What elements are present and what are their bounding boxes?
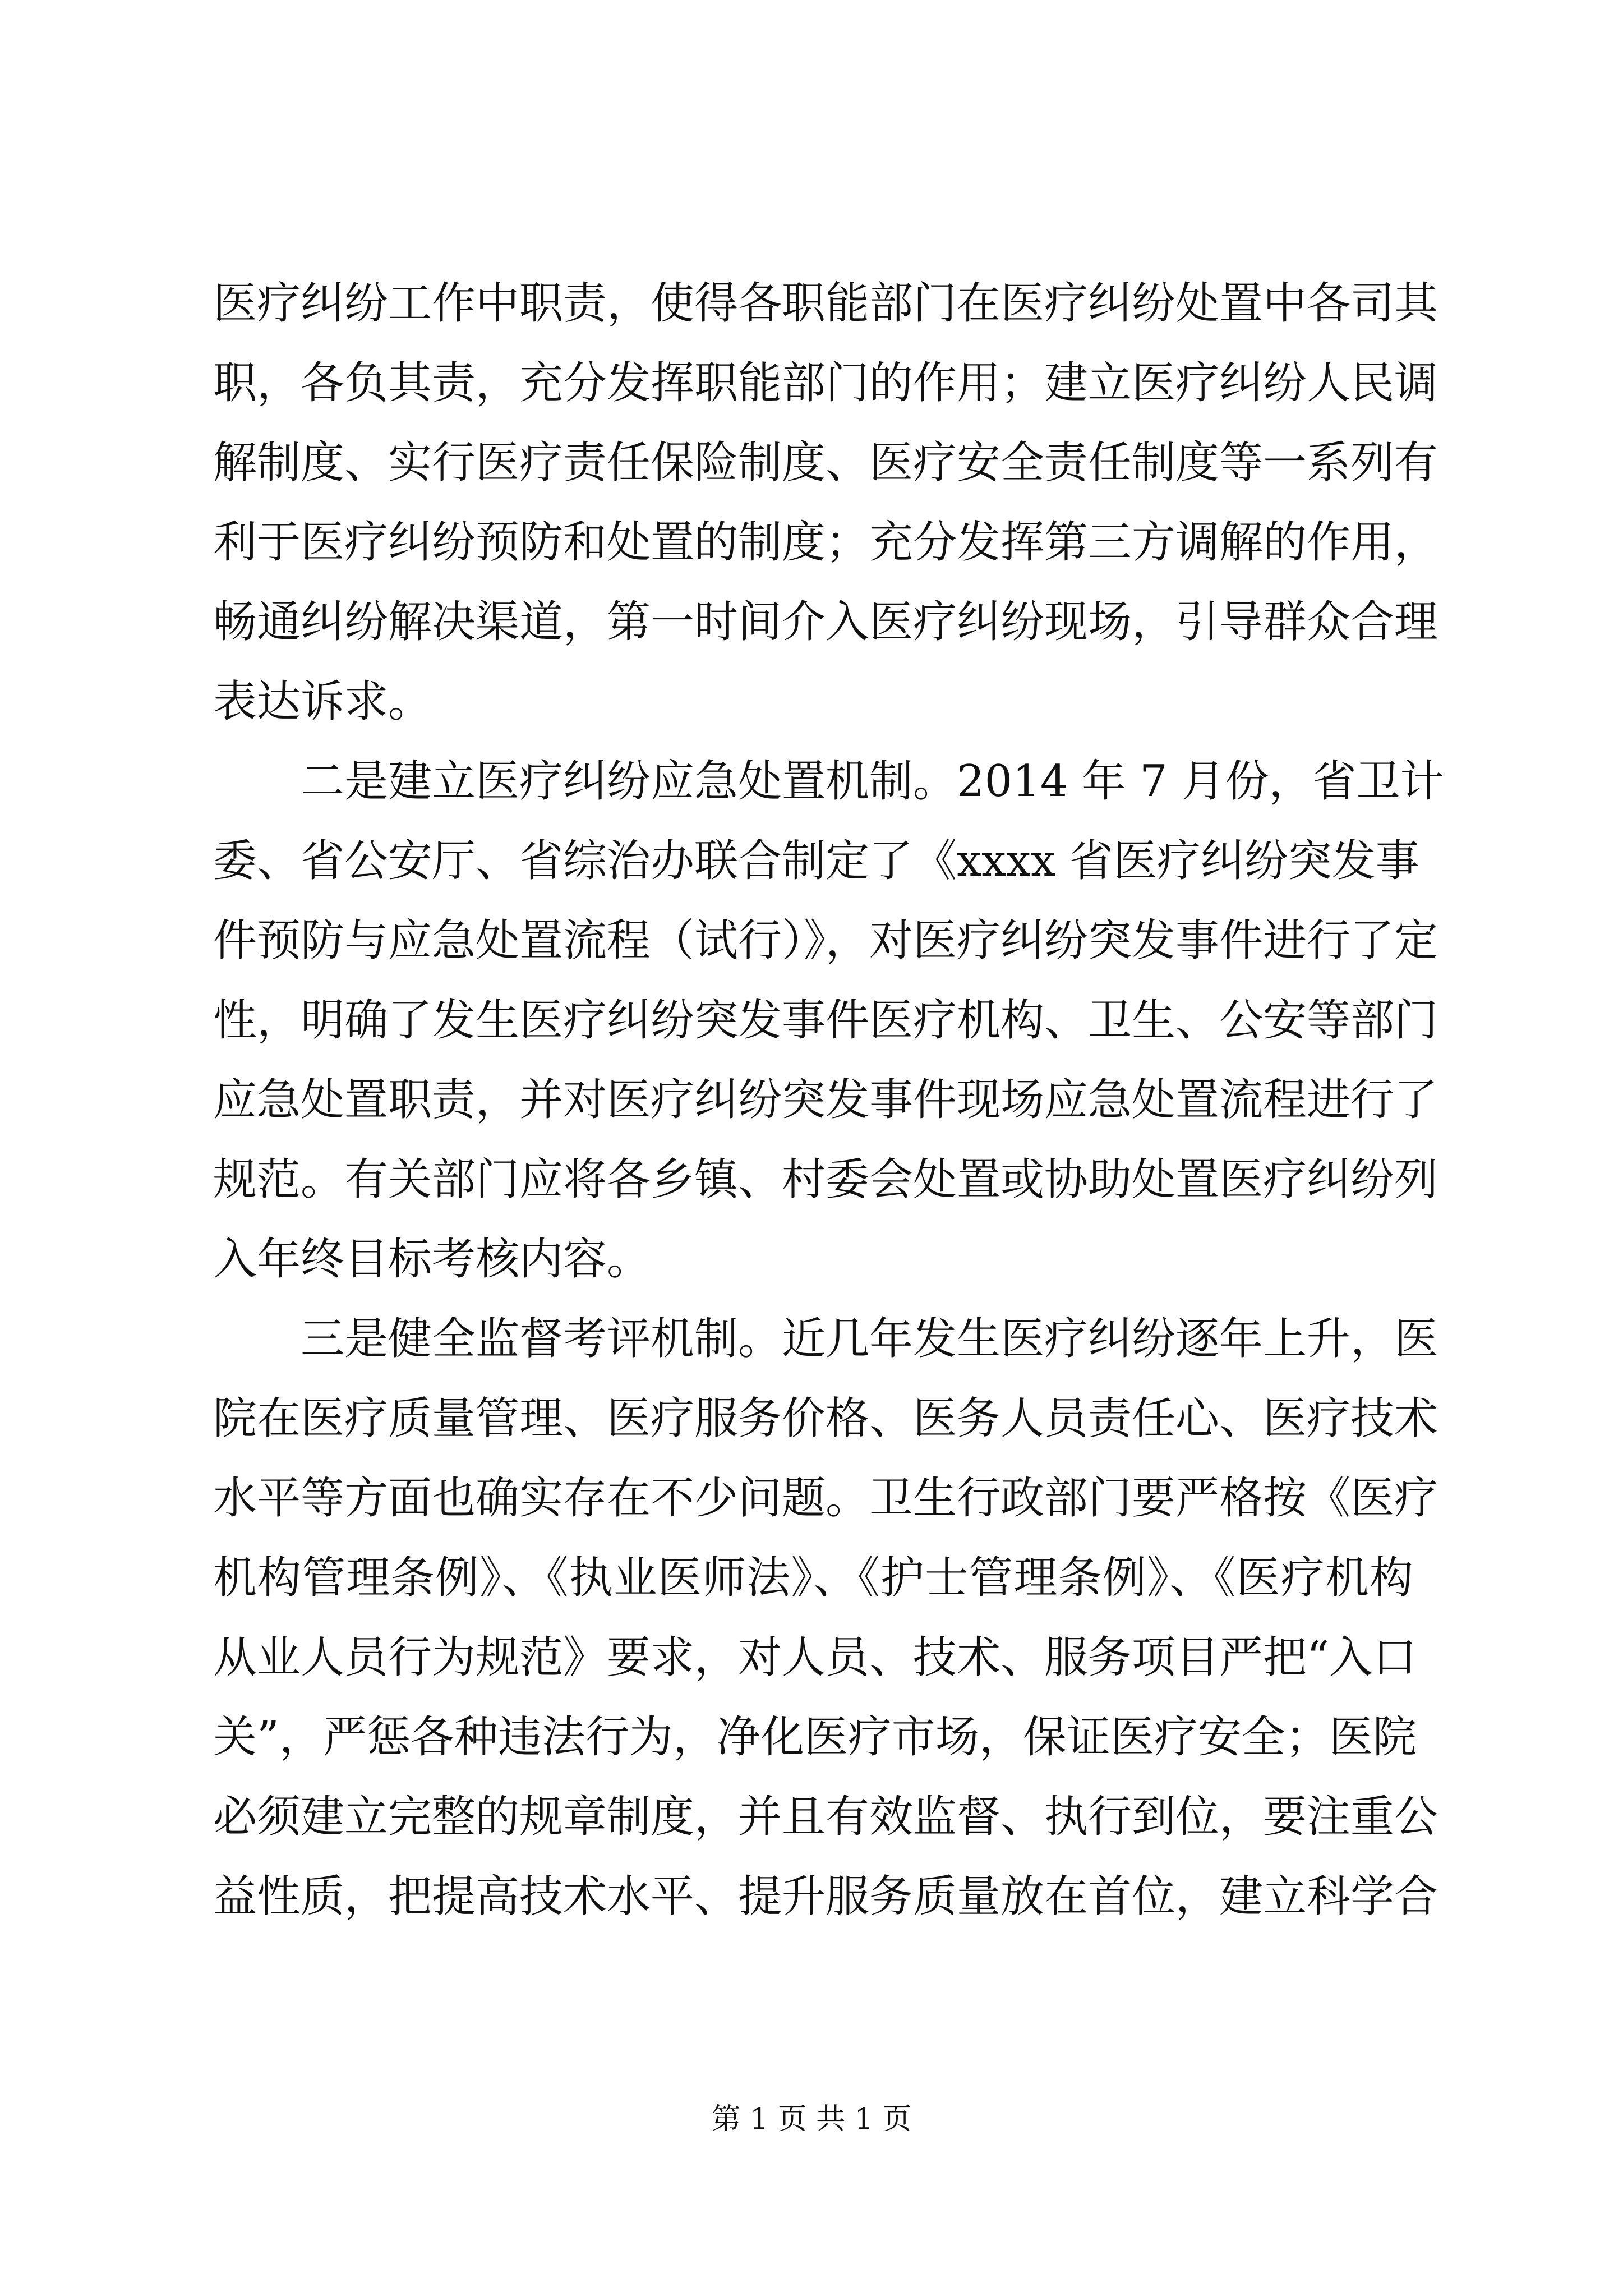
text-line: 医疗纠纷工作中职责，使得各职能部门在医疗纠纷处置中各司其 xyxy=(213,278,1438,329)
text-line: 性，明确了发生医疗纠纷突发事件医疗机构、卫生、公安等部门 xyxy=(213,995,1438,1046)
text-line: 利于医疗纠纷预防和处置的制度；充分发挥第三方调解的作用， xyxy=(213,517,1438,568)
text-line: 规范。有关部门应将各乡镇、村委会处置或协助处置医疗纠纷列 xyxy=(213,1154,1438,1205)
text-line: 件预防与应急处置流程（试行）》，对医疗纠纷突发事件进行了定 xyxy=(213,915,1438,966)
text-line: 畅通纠纷解决渠道，第一时间介入医疗纠纷现场，引导群众合理 xyxy=(213,597,1438,647)
text-line: 应急处置职责，并对医疗纠纷突发事件现场应急处置流程进行了 xyxy=(213,1075,1438,1125)
text-line: 从业人员行为规范》要求，对人员、技术、服务项目严把“入口 xyxy=(213,1632,1417,1683)
page-footer: 第 1 页 共 1 页 xyxy=(711,2102,912,2136)
text-line: 关”，严惩各种违法行为，净化医疗市场，保证医疗安全；医院 xyxy=(213,1712,1417,1763)
paragraph-2 xyxy=(213,742,1444,1299)
text-line: 院在医疗质量管理、医疗服务价格、医务人员责任心、医疗技术 xyxy=(213,1393,1438,1444)
text-line: 入年终目标考核内容。 xyxy=(213,1234,651,1285)
text-line: 表达诉求。 xyxy=(213,677,432,727)
text-line: 二是建立医疗纠纷应急处置机制。2014 年 7 月份，省卫计 xyxy=(301,756,1444,807)
text-line: 解制度、实行医疗责任保险制度、医疗安全责任制度等一系列有 xyxy=(213,438,1438,488)
text-line: 必须建立完整的规章制度，并且有效监督、执行到位，要注重公 xyxy=(213,1792,1438,1842)
text-line: 三是健全监督考评机制。近几年发生医疗纠纷逐年上升，医 xyxy=(301,1314,1438,1364)
text-line: 机构管理条例》、《执业医师法》、《护士管理条例》、《医疗机构 xyxy=(213,1553,1413,1603)
paragraph-1 xyxy=(213,264,1438,742)
text-line: 水平等方面也确实存在不少问题。卫生行政部门要严格按《医疗 xyxy=(213,1473,1438,1524)
text-line: 职，各负其责，充分发挥职能部门的作用；建立医疗纠纷人民调 xyxy=(213,358,1438,408)
body-text xyxy=(213,264,1444,1936)
text-line: 委、省公安厅、省综治办联合制定了《xxxx 省医疗纠纷突发事 xyxy=(213,836,1419,886)
paragraph-3 xyxy=(213,1299,1438,1936)
text-line: 益性质，把提高技术水平、提升服务质量放在首位，建立科学合 xyxy=(213,1871,1438,1922)
